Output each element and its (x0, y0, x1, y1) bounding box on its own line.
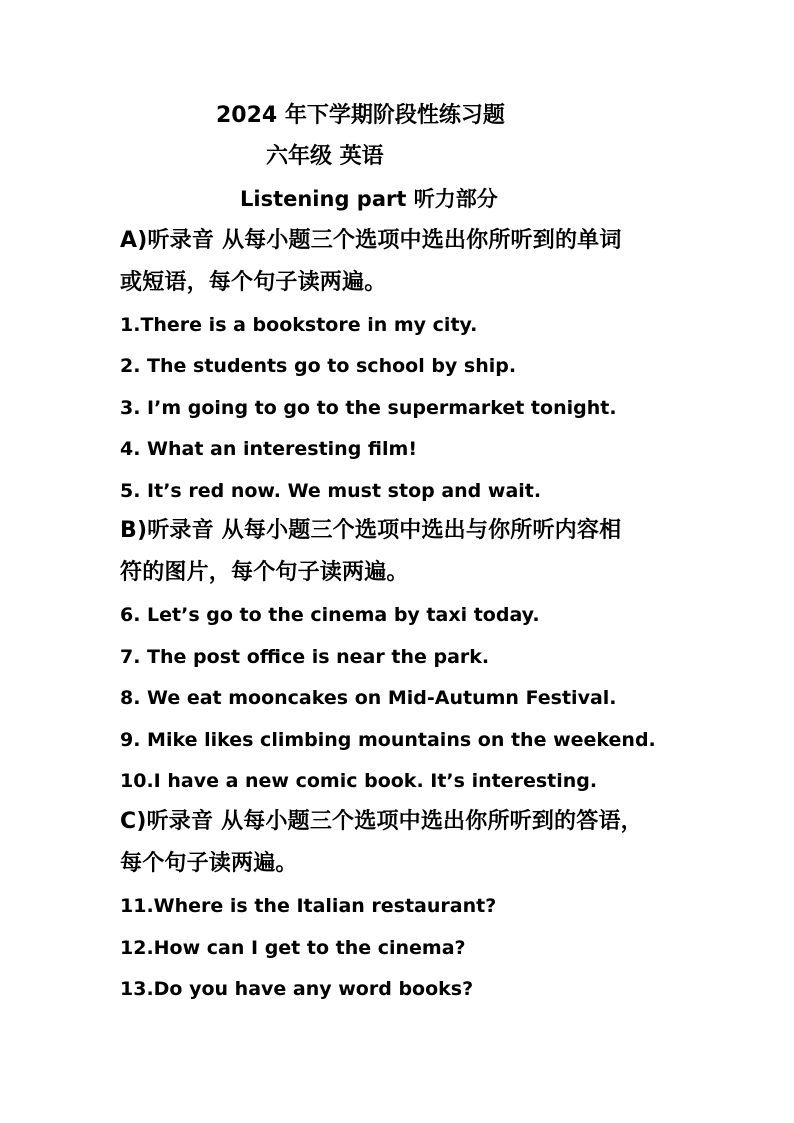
section-c-instruction-line-1: C)听录音 从每小题三个选项中选出你所听到的答语， (120, 809, 643, 834)
section-b-instruction-line-2: 符的图片，每个句子读两遍。 (120, 560, 409, 585)
section-c-instruction-line-2: 每个句子读两遍。 (120, 851, 298, 876)
question-5: 5. It’s red now. We must stop and wait. (120, 480, 542, 502)
question-1: 1.There is a bookstore in my city. (120, 314, 478, 336)
question-11: 11.Where is the Italian restaurant? (120, 895, 497, 917)
section-a-instruction-line-1: A)听录音 从每小题三个选项中选出你所听到的单词 (120, 228, 622, 253)
question-6: 6. Let’s go to the cinema by taxi today. (120, 604, 540, 626)
question-9: 9. Mike likes climbing mountains on the weekend. (120, 729, 656, 751)
question-7: 7. The post office is near the park. (120, 646, 490, 668)
question-10: 10.I have a new comic book. It’s interesting. (120, 770, 598, 792)
section-a-instruction-line-2: 或短语，每个句子读两遍。 (120, 270, 387, 295)
question-3: 3. I’m going to go to the supermarket tonight. (120, 397, 617, 419)
page-subtitle: 六年级 英语 (266, 144, 384, 169)
page-title: 2024 年下学期阶段性练习题 (216, 103, 505, 128)
question-13: 13.Do you have any word books? (120, 978, 474, 1000)
question-2: 2. The students go to school by ship. (120, 355, 517, 377)
question-12: 12.How can I get to the cinema? (120, 937, 466, 959)
section-b-instruction-line-1: B)听录音 从每小题三个选项中选出与你所听内容相 (120, 518, 622, 543)
part-heading: Listening part 听力部分 (240, 187, 498, 211)
question-8: 8. We eat mooncakes on Mid-Autumn Festival. (120, 687, 617, 709)
question-4: 4. What an interesting film! (120, 438, 417, 460)
